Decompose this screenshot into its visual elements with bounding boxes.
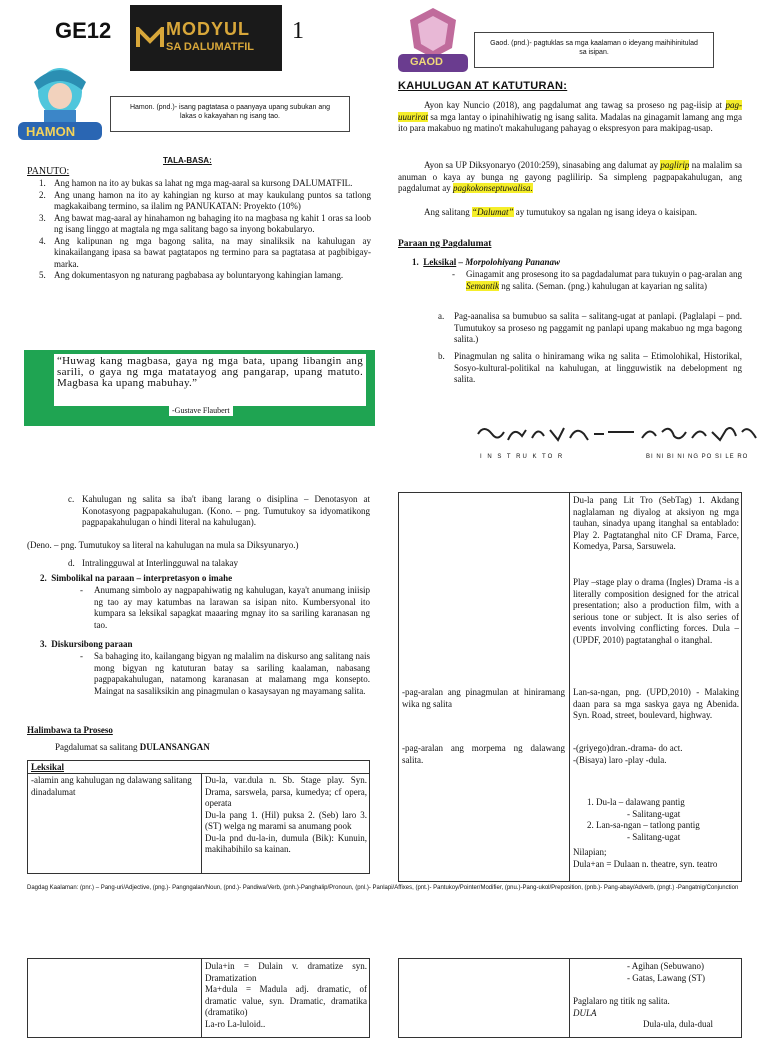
leksikal-number: 1.	[412, 257, 419, 267]
quote-box	[24, 350, 375, 426]
p3-text-a: Ang salitang	[424, 207, 472, 217]
pagdalumat-word: DULANSANGAN	[139, 742, 210, 752]
baybayin-signature	[474, 420, 764, 466]
gaod-definition	[474, 32, 714, 68]
rt-right-3: Lan-sa-ngan, png. (UPD,2010) - Malaking daan para sa mga saskya gaya ng Abenida. Syn. Road, street, boulevard, highway.	[573, 687, 739, 720]
leksikal-heading	[412, 257, 560, 269]
pagdalumat-text: Pagdalumat sa salitang	[55, 742, 140, 752]
table-right-3: Du-la pnd du-la-in, dumula (Bik): Kunuin, makihabihilo sa kainan.	[205, 832, 367, 854]
logo-word2: SA DALUMATFIL	[166, 41, 254, 53]
bottom-right-table	[398, 958, 742, 1038]
bl-cell	[205, 961, 367, 1030]
gaod-avatar	[396, 4, 470, 74]
item-d	[68, 558, 238, 570]
s3-title: Diskursibong paraan	[51, 639, 133, 649]
leksikal-table	[27, 760, 370, 874]
br-agihan: - Agihan (Sebuwano)	[627, 961, 704, 971]
rt-right-2: Play –stage play o drama (Ingles) Drama -is a literally composition designed for the atrical presentation; also a production film, with a serious tone or subject. It is also series of events involving conflicting forces. Dula – (UPDF, 2010) pagtatanghal o itanghal.	[573, 577, 739, 645]
quote-text: “Huwag kang magbasa, gaya ng mga bata, upang libangin ang sarili, o gaya ng mga matatayog ang pangarap, upang matuto. Magbasa ka upang mabuhay.”	[57, 355, 363, 389]
quote-author	[169, 405, 233, 416]
rt-right-1: Du-la pang Lit Tro (SebTag) 1. Akdang naglalaman ng diyalog at aksiyon ng mga tauhan, sinadya upang itanghal sa entablado: Play 2. Pagtatanghal nito CF Drama, Farce, Komedya, Parsa, Sarsuwela.	[573, 495, 739, 551]
hamon-def-text: Hamon. (pnd.)- isang pagtatasa o paanyaya upang subukan ang lakas o kakayahan ng isang tao.	[129, 104, 331, 120]
a-label: a.	[438, 311, 445, 321]
course-code: GE12	[55, 18, 112, 43]
baybayin-right-label: BI NI BI NI NG PO SI LE RO	[646, 454, 749, 460]
talabasa-list: 1. Ang hamon na ito ay bukas sa lahat ng mga mag-aaral sa kursong DALUMATFIL. 2. Ang unang hamon na ito ay kahingian ng kurso at may kaukulang puntos sa tatlong magkakaibang termino, sa ilalim ng PANUKATAN: Proyekto (10%) 3. Ang bawat mag-aaral ay hinahamon ng bahaging ito na magbasa ng kahit 1 oras sa loob ng isang linggo at magtala ng mga salitang bago sa inyong bokabularyo. 4. Ang kalipunan ng mga bagong salita, na may sinaliksik na kahulugan ay kinakailangang ipasa sa bawat pagtatapos ng termino para sa pagtatasa at pagbibigay-marka. 5. Ang dokumentasyon ng naturang pagbabasa ay boluntaryong kahingian lamang.	[39, 178, 371, 280]
c-text: Kahulugan ng salita sa iba't ibang larang o disiplina – Denotasyon at Konotasyong pagpapakahulugan. (Kono. – png. Tumutukoy sa idyomatikong pagpapakahulugan o hindi literal na kahulugan).	[82, 494, 370, 527]
logo-mark-icon	[136, 27, 164, 49]
quote-author-text: -Gustave Flaubert	[172, 406, 230, 415]
rt-list-1b: - Salitang-ugat	[627, 808, 681, 819]
rt-left-1: -pag-aralan ang pinagmulan at hiniramang wika ng salita	[402, 687, 565, 709]
kahulugan-title: KAHULUGAN AT KATUTURAN:	[398, 80, 568, 92]
p2-highlight-2: pagkokonseptuwalisa.	[452, 183, 533, 193]
module-number: 1	[292, 18, 304, 44]
leksikal-b	[438, 351, 742, 386]
s3-body: - Sa bahaging ito, kailangang bigyan ng malalim na diskurso ang salitang nais mong bigyan ng katuturan batay sa sariling kaalaman, nabasang pagpapakahulugan, natamong karanasan at malamang mga konsepto. Maingat na sasaliksikin ang pinagmulan o kasaysayan ng mayamang salita.	[80, 651, 370, 696]
rt-nilapian: Nilapian;	[573, 847, 607, 857]
bl-dulain: Dula+in = Dulain v. dramatize syn. Dramatization	[205, 961, 367, 983]
gaod-badge: GAOD	[410, 56, 443, 68]
hamon-definition	[110, 96, 350, 132]
kahulugan-p1	[398, 100, 742, 135]
table-left-cell: -alamin ang kahulugan ng dalawang salitang dinadalumat	[31, 775, 192, 797]
br-paglalaro: Paglalaro ng titik ng salita.	[573, 996, 670, 1006]
leksikal-dash-a: Ginagamit ang prosesong ito sa pagdadalumat para tukuyin o pag-aralan ang	[466, 269, 742, 279]
rt-dulaan	[573, 859, 739, 871]
rt-list-2b: - Salitang-ugat	[627, 831, 681, 842]
hamon-badge: HAMON	[26, 124, 76, 139]
br-gatas: - Gatas, Lawang (ST)	[627, 972, 705, 983]
s3-text: Sa bahaging ito, kailangang bigyan ng malalim na diskurso ang salitang nais mong bigyan ng katuturan batay sa sariling kaalaman, nabasang pagpapakahulugan, natamong karanasan at malamang mga konsepto. Maingat na sasaliksikin ang pinagmulan o kasaysayan ng mayamang salita.	[94, 651, 370, 696]
b-text: Pinagmulan ng salita o hiniramang wika ng salita – Etimolohikal, Historikal, Sosyo-kultural-politikal na kahulugan, at lingguwistik na debelopment ng salita.	[454, 351, 742, 384]
table-header: Leksikal	[31, 762, 65, 772]
p2-text-a: Ayon sa UP Diksyonaryo (2010:259), sinasabing ang dalumat ay	[424, 160, 661, 170]
p3-text-b: ay tumutukoy sa ngalan ng isang ideya o kaisipan.	[513, 207, 697, 217]
right-table	[398, 492, 742, 882]
rt-list-1: 1. Du-la – dalawang pantig	[587, 797, 685, 807]
s2-heading	[40, 573, 232, 585]
leksikal-dash: - Ginagamit ang prosesong ito sa pagdadalumat para tukuyin o pag-aralan ang Semantik ng salita. (Seman. (png.) kahulugan at kayarian ng salita)	[452, 269, 742, 291]
paraan-title: Paraan ng Pagdalumat	[398, 239, 492, 249]
item-c	[68, 494, 370, 529]
leksikal-sub: – Morpolohiyang Pananaw	[456, 257, 561, 267]
talabasa-item-2: Ang unang hamon na ito ay kahingian ng kurso at may kaukulang puntos sa tatlong magkakaibang termino, sa ilalim ng PANUKATAN: Proyekto (10%)	[54, 189, 371, 211]
gaod-def-text: Gaod. (pnd.)- pagtuklas sa mga kaalaman o ideyang maihihinitulad sa isipan.	[490, 40, 698, 56]
p1-text-a: Ayon kay Nuncio (2018), ang pagdalumat ang tawag sa proseso ng pag-iisip at	[424, 100, 726, 110]
a-text: Pag-aanalisa sa bumubuo sa salita – salitang-ugat at panlapi. (Paglalapi – pnd. Tumutukoy sa proseso ng paggamit ng panlapi upang makabuo ng mga bagong salita.)	[454, 311, 742, 344]
table-right-cell	[205, 775, 367, 856]
p3-highlight: “Dalumat”	[472, 207, 514, 217]
bl-laro: La-ro La-luloid..	[205, 1018, 266, 1029]
halimbawa-title: Halimbawa ta Proseso	[27, 725, 113, 735]
kahulugan-p2	[398, 160, 742, 195]
quote-inner	[54, 354, 366, 406]
leksikal-label: Leksikal	[423, 257, 457, 267]
s2-body: - Anumang simbolo ay nagpapahiwatig ng kahulugan, kaya't anumang iniisip ng tao ay may katumbas na larawan sa isipan nito. Kumbersyonal ito kumpara sa leksikal sapagkat maaaring mgnay ito sa sariling karanasan ng tao.	[80, 585, 370, 630]
d-label: d.	[68, 558, 75, 568]
b-label: b.	[438, 351, 445, 361]
talabasa-item-5: Ang dokumentasyon ng naturang pagbabasa ay boluntaryong kahingian lamang.	[54, 270, 344, 280]
p2-text-b: na malalim sa anuman o kaya ay bunga ng gayong paglilirip. Sa simpleng pagpapakahulugan, ang pagdalumat ay	[398, 160, 742, 193]
semantik-highlight: Semantik	[466, 280, 499, 291]
c-label: c.	[68, 494, 75, 504]
kahulugan-p3	[398, 207, 742, 219]
pagdalumat-line	[55, 742, 210, 754]
p2-highlight-1: paglirip	[660, 160, 690, 170]
d-text: Intralingguwal at Interlingguwal na talakay	[82, 558, 238, 568]
rt-list-2: 2. Lan-sa-ngan – tatlong pantig	[587, 820, 700, 830]
baybayin-script-icon	[474, 420, 764, 450]
p1-highlight: pag-uuurirat	[398, 100, 742, 122]
s2-number: 2.	[40, 573, 47, 583]
footnote: Dagdag Kaalaman: (pnr.) – Pang-uri/Adjective, (png.)- Pangngalan/Noun, (pnd.)- Pandiwa/Verb, (pnh.)-Panghalip/Pronoun, (pnl.)- Panlapi/Affixes, (pnt.)- Pantukoy/Pointer/Modifier, (pnu.)-Pang-ukol/Preposition, (pnb.)- Pang-abay/Adverb, (pngt.) -Pangatnig/Conjunction	[27, 885, 739, 891]
talabasa-item-4: Ang kalipunan ng mga bagong salita, na may sinaliksik na kahulugan ay kinakailangang ipasa sa bawat pagtatapos ng termino para sa pagtatasa at pagbibigay-marka.	[54, 235, 371, 269]
table-right-1: Du-la, var.dula n. Sb. Stage play. Syn. Drama, sarswela, parsa, kumedya; cf opera, operata	[205, 775, 367, 808]
s2-text: Anumang simbolo ay nagpapahiwatig ng kahulugan, kaya't anumang iniisip ng tao ay may katumbas na larawan sa isipan nito. Kumbersyonal ito kumpara sa leksikal sapagkat maaaring mgnay ito sa sariling karanasan ng tao.	[94, 585, 370, 630]
s3-heading	[40, 639, 133, 651]
deno-note: (Deno. – png. Tumutukoy sa literal na kahulugan na mula sa Diksyunaryo.)	[27, 540, 299, 550]
panuto-label: PANUTO:	[27, 166, 70, 177]
talabasa-item-3: Ang bawat mag-aaral ay hinahamon ng bahaging ito na magbasa ng kahit 1 oras sa loob ng isang linggo at magtala ng mga salitang bago sa inyong bokabularyo.	[54, 212, 371, 234]
logo-word1: MODYUL	[166, 19, 250, 39]
br-dula: DULA	[573, 1007, 597, 1018]
br-dula-ula: Dula-ula, dula-dual	[643, 1019, 713, 1029]
leksikal-dash-b: ng salita. (Seman. (png.) kahulugan at kayarian ng salita)	[499, 280, 707, 291]
s3-number: 3.	[40, 639, 47, 649]
talabasa-title: TALA-BASA:	[163, 156, 212, 165]
baybayin-left-label: I N S T RU K TO R	[480, 454, 565, 460]
rt-morpema-list	[587, 797, 737, 843]
hamon-avatar	[14, 62, 106, 142]
br-cell	[573, 961, 739, 1031]
p1-text-b: sa mga lantay o ipinahihiwatig ng isang salita. Madalas na ginagamit lamang ang mga ito para makabuo ng matino't makahulugang pahayag o ekspresyon para makipag-usap.	[398, 111, 742, 133]
rt-left-2: -pag-aralan ang morpema ng dalawang salita.	[402, 743, 565, 765]
module-logo	[130, 5, 282, 71]
bottom-left-table	[27, 958, 370, 1038]
rt-dulaan-text: Dula+an = Dulaan n. theatre, syn. teatro	[573, 859, 718, 869]
leksikal-a	[438, 311, 742, 346]
talabasa-item-1: Ang hamon na ito ay bukas sa lahat ng mga mag-aaral sa kursong DALUMATFIL.	[54, 178, 353, 188]
rt-griyego: -(griyego)dran.-drama- do act.	[573, 743, 683, 753]
rt-right-4	[573, 743, 739, 766]
rt-bisaya: -(Bisaya) laro -play -dula.	[573, 754, 667, 765]
s2-title: Simbolikal na paraan – interpretasyon o imahe	[51, 573, 233, 583]
bl-madula: Ma+dula = Madula adj. dramatic, of dramatic value, syn. Dramatic, dramatika (dramatiko)	[205, 984, 367, 1017]
table-right-2: Du-la pang 1. (Hil) puksa 2. (Seb) laro 3. (ST) welga ng marami sa anumang pook	[205, 809, 367, 831]
